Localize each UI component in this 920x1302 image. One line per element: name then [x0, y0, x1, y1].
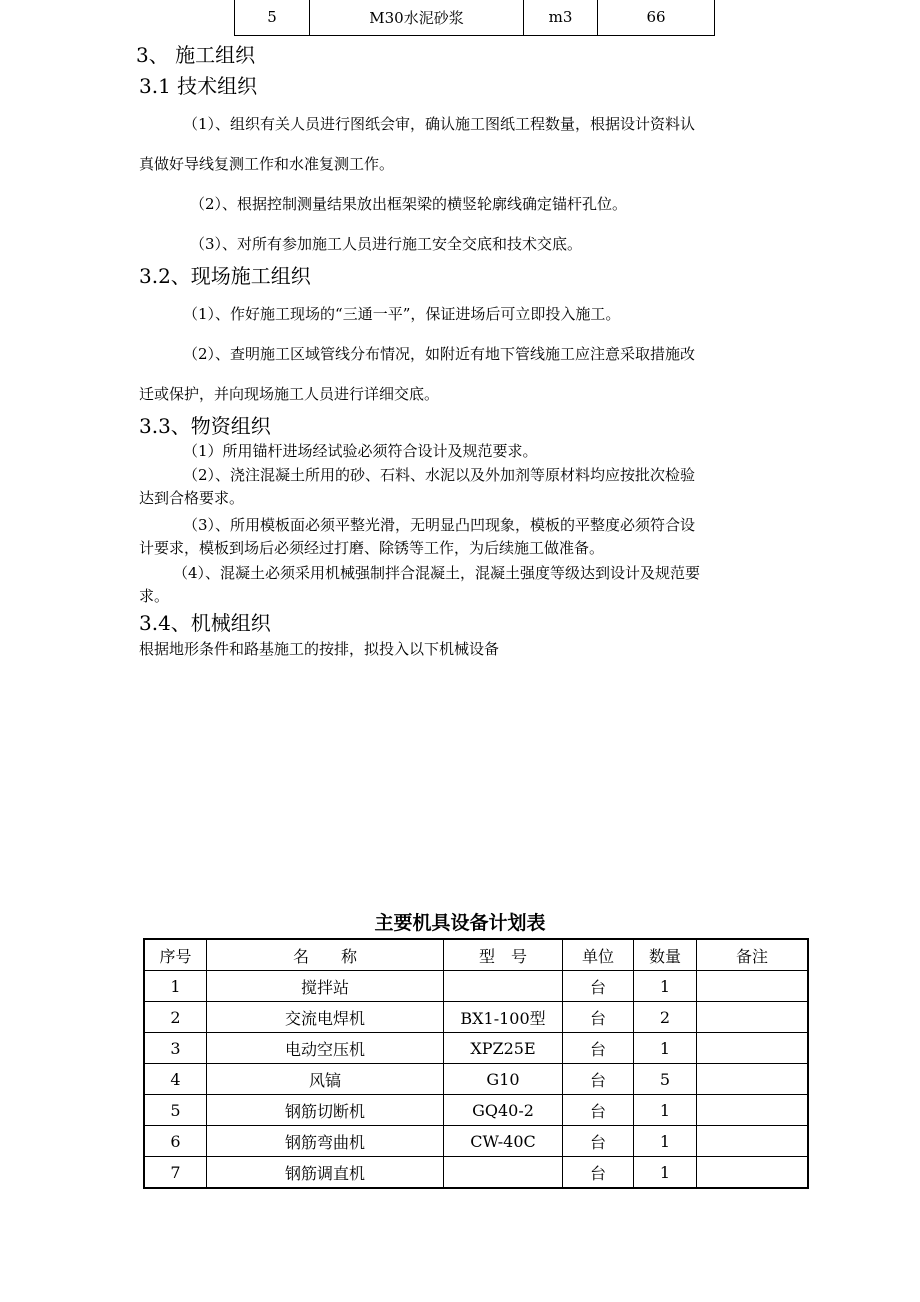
table-cell: 电动空压机	[207, 1033, 444, 1064]
table-row	[144, 1126, 808, 1157]
table-cell: G10	[444, 1064, 563, 1095]
table-cell: 2	[634, 1002, 697, 1033]
column-header: 名 称	[207, 939, 444, 971]
table-cell	[444, 1157, 563, 1189]
paragraph: （1）所用锚杆进场经试验必须符合设计及规范要求。	[183, 442, 538, 460]
paragraph: （1）、组织有关人员进行图纸会审，确认施工图纸工程数量，根据设计资料认	[183, 115, 696, 133]
table-row	[144, 1157, 808, 1189]
paragraph: （2）、浇注混凝土所用的砂、石料、水泥以及外加剂等原材料均应按批次检验	[183, 466, 696, 484]
paragraph: 迁或保护，并向现场施工人员进行详细交底。	[139, 385, 440, 403]
table-cell: 台	[563, 1095, 634, 1126]
paragraph: （4）、混凝土必须采用机械强制拌合混凝土，混凝土强度等级达到设计及规范要	[173, 564, 701, 582]
table-cell: 1	[634, 1033, 697, 1064]
table-cell	[697, 1126, 809, 1157]
table-cell: 台	[563, 1033, 634, 1064]
table-cell	[697, 1157, 809, 1189]
paragraph: （1）、作好施工现场的“三通一平”，保证进场后可立即投入施工。	[183, 305, 621, 323]
column-header: 序号	[144, 939, 207, 971]
table-cell: 7	[144, 1157, 207, 1189]
paragraph: 求。	[139, 587, 170, 605]
column-header: 数量	[634, 939, 697, 971]
table-cell: 风镐	[207, 1064, 444, 1095]
table-cell: 1	[144, 971, 207, 1002]
paragraph: 真做好导线复测工作和水准复测工作。	[139, 155, 395, 173]
paragraph: 达到合格要求。	[139, 489, 245, 507]
table-cell: 5	[235, 0, 310, 36]
column-header: 型 号	[444, 939, 563, 971]
table-cell: 钢筋弯曲机	[207, 1126, 444, 1157]
section-heading: 3.2、现场施工组织	[139, 264, 311, 288]
table-cell: 66	[598, 0, 715, 36]
table-cell: BX1-100型	[444, 1002, 563, 1033]
column-header: 单位	[563, 939, 634, 971]
paragraph: （3）、所用模板面必须平整光滑，无明显凸凹现象，模板的平整度必须符合设	[183, 516, 696, 534]
table-cell: GQ40-2	[444, 1095, 563, 1126]
table-cell: 钢筋切断机	[207, 1095, 444, 1126]
table-cell	[697, 971, 809, 1002]
paragraph: 根据地形条件和路基施工的按排，拟投入以下机械设备	[139, 640, 500, 658]
table-cell: 台	[563, 1157, 634, 1189]
table-cell: 台	[563, 1126, 634, 1157]
materials-table-continuation	[234, 0, 715, 36]
table-cell: M30水泥砂浆	[310, 0, 524, 36]
table-row	[144, 1095, 808, 1126]
paragraph: （3）、对所有参加施工人员进行施工安全交底和技术交底。	[190, 235, 583, 253]
table-row	[144, 971, 808, 1002]
table-cell: 台	[563, 971, 634, 1002]
table-row	[144, 1064, 808, 1095]
table-header-row	[144, 939, 808, 971]
table-cell	[444, 971, 563, 1002]
table-cell	[697, 1064, 809, 1095]
table-row	[235, 0, 715, 36]
table-cell	[697, 1095, 809, 1126]
table-row	[144, 1002, 808, 1033]
table-cell: 台	[563, 1064, 634, 1095]
table-cell: 1	[634, 971, 697, 1002]
table-cell: 6	[144, 1126, 207, 1157]
table-caption: 主要机具设备计划表	[374, 912, 546, 934]
section-heading: 3.4、机械组织	[139, 611, 271, 635]
table-cell: 2	[144, 1002, 207, 1033]
paragraph: 计要求，模板到场后必须经过打磨、除锈等工作，为后续施工做准备。	[139, 539, 605, 557]
table-cell: XPZ25E	[444, 1033, 563, 1064]
section-heading: 3、 施工组织	[136, 43, 256, 67]
table-cell: 1	[634, 1126, 697, 1157]
table-cell: 钢筋调直机	[207, 1157, 444, 1189]
table-cell: 交流电焊机	[207, 1002, 444, 1033]
table-cell: 5	[634, 1064, 697, 1095]
paragraph: （2）、查明施工区域管线分布情况，如附近有地下管线施工应注意采取措施改	[183, 345, 696, 363]
table-cell: CW-40C	[444, 1126, 563, 1157]
table-cell: m3	[524, 0, 598, 36]
table-cell: 5	[144, 1095, 207, 1126]
column-header: 备注	[697, 939, 809, 971]
table-cell: 3	[144, 1033, 207, 1064]
paragraph: （2）、根据控制测量结果放出框架梁的横竖轮廓线确定锚杆孔位。	[190, 195, 628, 213]
table-cell: 1	[634, 1157, 697, 1189]
table-row	[144, 1033, 808, 1064]
table-cell: 1	[634, 1095, 697, 1126]
equipment-table	[143, 938, 809, 1189]
section-heading: 3.1 技术组织	[139, 74, 258, 98]
table-cell	[697, 1033, 809, 1064]
table-cell: 4	[144, 1064, 207, 1095]
table-cell: 台	[563, 1002, 634, 1033]
table-cell	[697, 1002, 809, 1033]
table-cell: 搅拌站	[207, 971, 444, 1002]
section-heading: 3.3、物资组织	[139, 414, 271, 438]
